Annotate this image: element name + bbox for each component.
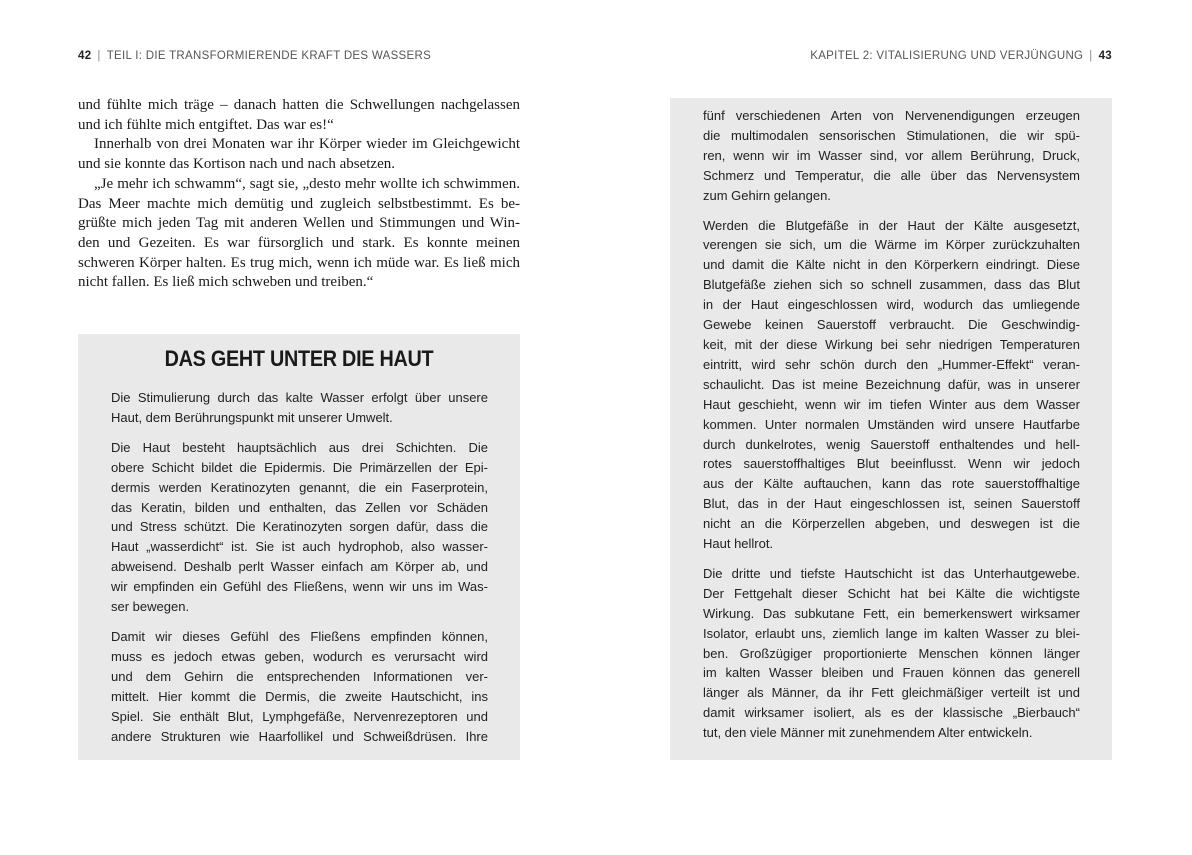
sidebar-box-title: DAS GEHT UNTER DIE HAUT <box>164 346 434 371</box>
text-line: mittelt. Hier kommt die Dermis, die zweite Hautschicht, ins <box>111 688 488 704</box>
text-line: wir empfinden ein Gefühl des Fließens, wenn wir uns im Was- <box>111 579 488 595</box>
text-line: und damit die Kälte nicht in den Körperkern eindringt. Diese <box>703 257 1080 273</box>
text-line: im kalten Wasser bleiben und Frauen können das generell <box>703 665 1080 681</box>
text-line: verengen sie sich, um die Wärme im Körper zurückzuhalten <box>703 237 1080 253</box>
sidebar-box-right <box>670 98 1112 760</box>
text-line: Innerhalb von drei Monaten war ihr Körper wieder im Gleichgewicht <box>94 136 520 153</box>
text-line: Die dritte und tiefste Hautschicht ist das Unterhautgewebe. <box>703 565 1080 581</box>
header-title-left: TEIL I: DIE TRANSFORMIERENDE KRAFT DES WASSERS <box>106 50 432 62</box>
text-line: nicht an die Körperzellen abgeben, und deswegen ist die <box>703 516 1080 532</box>
text-line: und Stress schützt. Die Keratinozyten sorgen dafür, dass die <box>111 519 488 535</box>
text-line: Blut, das in der Haut eingeschlossen ist, seinen Sauerstoff <box>703 496 1080 512</box>
text-line: Schmerz und Temperatur, die alle über das Nervensystem <box>703 167 1080 183</box>
paragraph <box>703 564 1080 743</box>
paragraph <box>78 96 520 135</box>
text-line: eintritt, wird sehr schön durch den „Hummer-Effekt“ veran- <box>703 356 1080 372</box>
running-header-left <box>78 50 431 62</box>
text-line: Die Stimulierung durch das kalte Wasser erfolgt über unsere <box>111 390 488 405</box>
sidebar-box-left <box>78 334 520 760</box>
text-line: Werden die Blutgefäße in der Haut der Kälte ausgesetzt, <box>703 217 1080 233</box>
text-line: Blutgefäße ziehen sich so schnell zusammen, dass das Blut <box>703 277 1080 293</box>
paragraph <box>78 135 520 174</box>
text-line: Das Meer machte mich demütig und zugleich selbstbestimmt. Es be- <box>78 195 520 212</box>
page-number-right: 43 <box>1098 50 1112 62</box>
text-line: andere Strukturen wie Haarfollikel und Schweißdrüsen. Ihre <box>111 728 488 744</box>
text-line: durch dunkelrotes, wenig Sauerstoff enthaltendes und hell- <box>703 436 1080 452</box>
text-line: aus der Kälte auftauchen, kann das rote sauerstoffhaltige <box>703 476 1080 492</box>
text-line: Gewebe keinen Sauerstoff verbraucht. Die Geschwindig- <box>703 317 1080 333</box>
text-line: in der Haut eingeschlossen wird, wodurch das umliegende <box>703 297 1080 313</box>
paragraph <box>111 627 488 746</box>
text-line: Haut hellrot. <box>703 536 774 552</box>
text-line: rotes sauerstoffhaltiges Blut beeinflusst. Wenn wir jedoch <box>703 456 1080 472</box>
text-line: keit, mit der diese Wirkung bei sehr niedrigen Temperaturen <box>703 336 1080 352</box>
running-header-right <box>810 50 1112 62</box>
text-line: damit wirksamer isoliert, als es der klassische „Bierbauch“ <box>703 705 1080 721</box>
text-line: und fühlte mich träge – danach hatten die Schwellungen nachgelassen <box>78 97 520 113</box>
left-page-body-text <box>78 96 520 293</box>
text-line: Haut „wasserdicht“ ist. Sie ist auch hydrophob, also wasser- <box>111 539 488 555</box>
paragraph <box>703 216 1080 554</box>
text-line: und dem Gehirn die entsprechenden Informationen ver- <box>111 668 488 684</box>
text-line: Haut, dem Berührungspunkt mit unserer Umwelt. <box>111 409 393 425</box>
paragraph <box>111 438 488 617</box>
text-line: und sie konnte das Kortison nach und nach absetzen. <box>78 156 395 173</box>
text-line: fünf verschiedenen Arten von Nervenendigungen erzeugen <box>703 108 1080 123</box>
sidebar-box-text <box>111 388 488 756</box>
text-line: Isolator, erlaubt uns, ziemlich lange im kalten Wasser zu blei- <box>703 625 1080 641</box>
text-line: muss es jedoch etwas geben, wodurch es verursacht wird <box>111 648 488 664</box>
text-line: obere Schicht bildet die Epidermis. Die Primärzellen der Epi- <box>111 459 488 475</box>
text-line: die multimodalen sensorischen Stimulationen, die wir spü- <box>703 127 1080 143</box>
text-line: Haut geschieht, wenn wir im tiefen Winter aus dem Wasser <box>703 396 1080 412</box>
text-line: dermis werden Keratinozyten genannt, die ein Faserprotein, <box>111 479 488 495</box>
text-line: zum Gehirn gelangen. <box>703 187 831 203</box>
header-separator: | <box>97 50 101 62</box>
sidebar-box-text-continued <box>703 106 1080 753</box>
text-line: das Keratin, bilden und enthalten, das Zellen vor Schäden <box>111 499 488 515</box>
paragraph <box>111 388 488 428</box>
text-line: den und Gezeiten. Es war fürsorglich und stark. Es konnte meinen <box>78 234 520 251</box>
text-line: Der Fettgehalt dieser Schicht hat bei Kälte die wichtigste <box>703 585 1080 601</box>
paragraph <box>78 175 520 293</box>
header-separator: | <box>1089 50 1093 62</box>
text-line: Wirkung. Das subkutane Fett, ein bemerkenswert wirksamer <box>703 605 1080 621</box>
text-line: Spiel. Sie enthält Blut, Lymphgefäße, Nervenrezeptoren und <box>111 708 488 724</box>
text-line: ben. Großzügiger proportionierte Menschen können länger <box>703 645 1080 661</box>
text-line: ser bewegen. <box>111 599 190 615</box>
text-line: Die Haut besteht hauptsächlich aus drei Schichten. Die <box>111 439 488 455</box>
text-line: kommen. Unter normalen Umständen wird unsere Hautfarbe <box>703 416 1080 432</box>
text-line: abweisend. Deshalb perlt Wasser einfach am Körper ab, und <box>111 559 488 575</box>
text-line: tut, den viele Männer mit zunehmendem Alter entwickeln. <box>703 725 1033 741</box>
text-line: „Je mehr ich schwamm“, sagt sie, „desto mehr wollte ich schwimmen. <box>94 175 520 192</box>
text-line: grüßte mich jeden Tag mit anderen Wellen und Stimmungen und Win- <box>78 215 520 232</box>
paragraph <box>703 106 1080 206</box>
header-title-right: KAPITEL 2: VITALISIERUNG UND VERJÜNGUNG <box>810 50 1084 62</box>
text-line: länger als Männer, da ihr Fett gleichmäßiger verteilt ist und <box>703 685 1080 701</box>
text-line: Damit wir dieses Gefühl des Fließens empfinden können, <box>111 628 488 644</box>
text-line: und ich fühlte mich entgiftet. Das war es!“ <box>78 116 334 133</box>
text-line: nicht fallen. Es ließ mich schweben und treiben.“ <box>78 274 374 291</box>
text-line: schaulicht. Das ist meine Bezeichnung dafür, was in unserer <box>703 376 1080 392</box>
text-line: schweren Körper halten. Es trug mich, wenn ich müde war. Es ließ mich <box>78 254 520 271</box>
page-number-left: 42 <box>78 50 92 62</box>
text-line: ren, wenn wir im Wasser sind, vor allem Berührung, Druck, <box>703 147 1080 163</box>
